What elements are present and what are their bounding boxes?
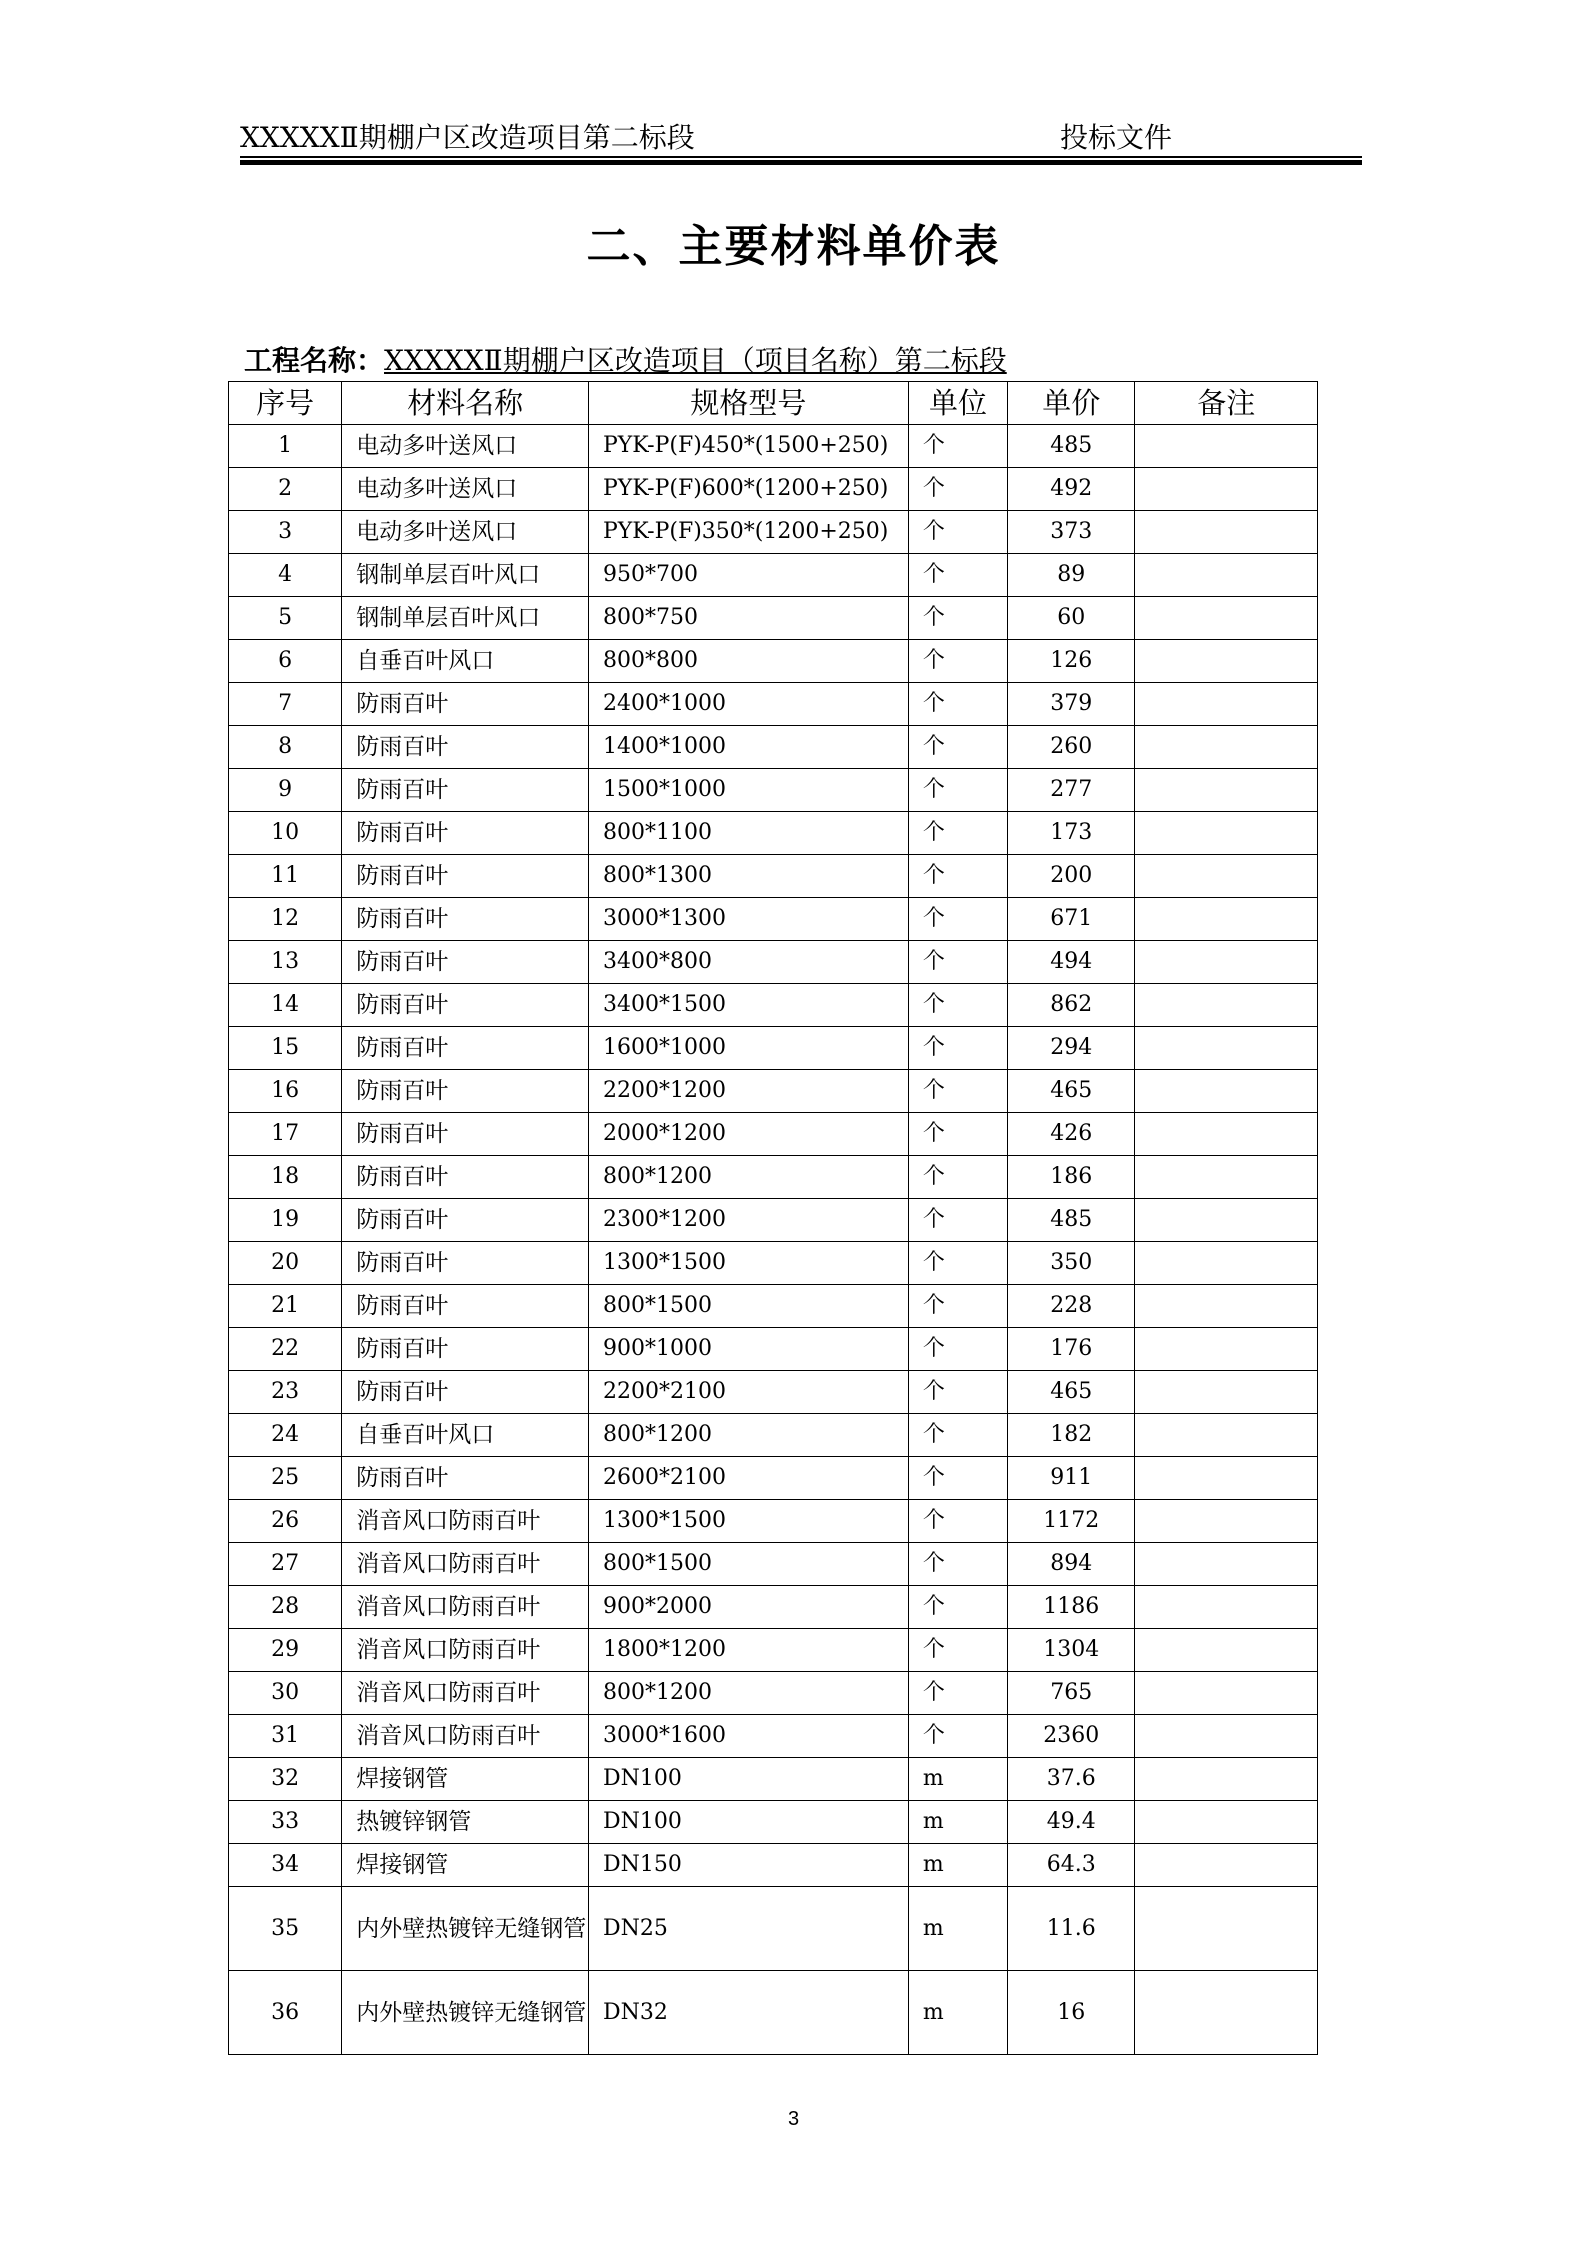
cell-price: 89 <box>1008 554 1135 597</box>
cell-price: 277 <box>1008 769 1135 812</box>
cell-material-name: 电动多叶送风口 <box>342 511 589 554</box>
page-header <box>240 112 1360 152</box>
cell-material-name: 消音风口防雨百叶 <box>342 1543 589 1586</box>
cell-note <box>1135 1285 1318 1328</box>
cell-price: 1172 <box>1008 1500 1135 1543</box>
header-rule-thin <box>240 156 1362 158</box>
cell-spec: 800*1100 <box>588 812 908 855</box>
cell-unit: 个 <box>908 640 1007 683</box>
cell-price: 379 <box>1008 683 1135 726</box>
cell-no: 17 <box>229 1113 342 1156</box>
cell-material-name: 防雨百叶 <box>342 1156 589 1199</box>
table-row <box>229 1414 1318 1457</box>
cell-note <box>1135 683 1318 726</box>
cell-material-name: 防雨百叶 <box>342 1457 589 1500</box>
cell-unit: 个 <box>908 1629 1007 1672</box>
cell-spec: 3400*800 <box>588 941 908 984</box>
cell-no: 16 <box>229 1070 342 1113</box>
table-header-row <box>229 382 1318 425</box>
table-row <box>229 984 1318 1027</box>
cell-unit: 个 <box>908 1371 1007 1414</box>
cell-no: 32 <box>229 1758 342 1801</box>
cell-spec: 2300*1200 <box>588 1199 908 1242</box>
cell-material-name: 钢制单层百叶风口 <box>342 554 589 597</box>
cell-no: 2 <box>229 468 342 511</box>
cell-spec: 800*1500 <box>588 1285 908 1328</box>
cell-note <box>1135 1500 1318 1543</box>
cell-unit: 个 <box>908 1199 1007 1242</box>
table-row <box>229 1027 1318 1070</box>
project-name-line <box>244 339 1007 379</box>
table-row <box>229 1371 1318 1414</box>
cell-no: 13 <box>229 941 342 984</box>
cell-spec: 1600*1000 <box>588 1027 908 1070</box>
cell-unit: 个 <box>908 1543 1007 1586</box>
cell-material-name: 防雨百叶 <box>342 1242 589 1285</box>
cell-unit: 个 <box>908 812 1007 855</box>
cell-unit: m <box>908 1887 1007 1971</box>
cell-material-name: 防雨百叶 <box>342 726 589 769</box>
cell-unit: 个 <box>908 1242 1007 1285</box>
cell-material-name: 电动多叶送风口 <box>342 425 589 468</box>
cell-spec: 1800*1200 <box>588 1629 908 1672</box>
table-row <box>229 1242 1318 1285</box>
cell-no: 36 <box>229 1971 342 2055</box>
cell-material-name: 防雨百叶 <box>342 812 589 855</box>
table-row <box>229 640 1318 683</box>
cell-no: 10 <box>229 812 342 855</box>
cell-unit: 个 <box>908 941 1007 984</box>
cell-unit: 个 <box>908 1027 1007 1070</box>
cell-no: 34 <box>229 1844 342 1887</box>
cell-spec: 1300*1500 <box>588 1500 908 1543</box>
cell-spec: PYK-P(F)450*(1500+250) <box>588 425 908 468</box>
cell-no: 25 <box>229 1457 342 1500</box>
cell-no: 5 <box>229 597 342 640</box>
cell-unit: 个 <box>908 1070 1007 1113</box>
header-rule-thick <box>240 160 1362 165</box>
table-row <box>229 683 1318 726</box>
table-row <box>229 769 1318 812</box>
cell-note <box>1135 1414 1318 1457</box>
cell-no: 23 <box>229 1371 342 1414</box>
cell-unit: 个 <box>908 726 1007 769</box>
cell-material-name: 热镀锌钢管 <box>342 1801 589 1844</box>
table-row <box>229 726 1318 769</box>
table-row <box>229 1887 1318 1971</box>
cell-unit: 个 <box>908 1500 1007 1543</box>
cell-unit: 个 <box>908 1672 1007 1715</box>
cell-spec: DN100 <box>588 1758 908 1801</box>
header-price: 单价 <box>1008 382 1135 425</box>
cell-price: 294 <box>1008 1027 1135 1070</box>
cell-spec: 3000*1300 <box>588 898 908 941</box>
cell-no: 9 <box>229 769 342 812</box>
cell-spec: 2200*1200 <box>588 1070 908 1113</box>
cell-no: 3 <box>229 511 342 554</box>
header-spec: 规格型号 <box>588 382 908 425</box>
cell-spec: PYK-P(F)600*(1200+250) <box>588 468 908 511</box>
cell-unit: 个 <box>908 855 1007 898</box>
cell-no: 31 <box>229 1715 342 1758</box>
cell-unit: 个 <box>908 1156 1007 1199</box>
page-number: 3 <box>787 2108 800 2130</box>
cell-note <box>1135 1457 1318 1500</box>
cell-price: 894 <box>1008 1543 1135 1586</box>
cell-material-name: 防雨百叶 <box>342 984 589 1027</box>
project-value: XXXXXⅡ期棚户区改造项目（项目名称）第二标段 <box>384 344 1007 377</box>
cell-price: 1304 <box>1008 1629 1135 1672</box>
cell-note <box>1135 1070 1318 1113</box>
cell-price: 1186 <box>1008 1586 1135 1629</box>
cell-spec: 1500*1000 <box>588 769 908 812</box>
table-row <box>229 1156 1318 1199</box>
cell-unit: 个 <box>908 1586 1007 1629</box>
cell-spec: 2200*2100 <box>588 1371 908 1414</box>
cell-no: 29 <box>229 1629 342 1672</box>
cell-material-name: 防雨百叶 <box>342 1199 589 1242</box>
table-row <box>229 1844 1318 1887</box>
cell-spec: 900*1000 <box>588 1328 908 1371</box>
cell-no: 22 <box>229 1328 342 1371</box>
table-row <box>229 1500 1318 1543</box>
cell-price: 373 <box>1008 511 1135 554</box>
cell-note <box>1135 597 1318 640</box>
cell-note <box>1135 812 1318 855</box>
cell-material-name: 钢制单层百叶风口 <box>342 597 589 640</box>
header-project-name: XXXXXⅡ期棚户区改造项目第二标段 <box>240 121 695 154</box>
cell-note <box>1135 1715 1318 1758</box>
cell-price: 465 <box>1008 1371 1135 1414</box>
cell-price: 37.6 <box>1008 1758 1135 1801</box>
cell-price: 911 <box>1008 1457 1135 1500</box>
cell-material-name: 消音风口防雨百叶 <box>342 1715 589 1758</box>
cell-spec: DN150 <box>588 1844 908 1887</box>
header-no: 序号 <box>229 382 342 425</box>
cell-spec: DN100 <box>588 1801 908 1844</box>
cell-note <box>1135 425 1318 468</box>
cell-unit: 个 <box>908 769 1007 812</box>
cell-no: 12 <box>229 898 342 941</box>
table-row <box>229 468 1318 511</box>
cell-unit: 个 <box>908 1113 1007 1156</box>
cell-price: 60 <box>1008 597 1135 640</box>
cell-spec: 800*800 <box>588 640 908 683</box>
cell-no: 28 <box>229 1586 342 1629</box>
cell-unit: 个 <box>908 898 1007 941</box>
cell-price: 765 <box>1008 1672 1135 1715</box>
cell-note <box>1135 468 1318 511</box>
cell-price: 485 <box>1008 1199 1135 1242</box>
cell-price: 492 <box>1008 468 1135 511</box>
cell-note <box>1135 1801 1318 1844</box>
cell-price: 260 <box>1008 726 1135 769</box>
cell-no: 20 <box>229 1242 342 1285</box>
cell-unit: 个 <box>908 425 1007 468</box>
cell-material-name: 防雨百叶 <box>342 1285 589 1328</box>
cell-unit: 个 <box>908 1457 1007 1500</box>
cell-unit: 个 <box>908 1285 1007 1328</box>
cell-material-name: 内外壁热镀锌无缝钢管 <box>342 1887 589 1971</box>
cell-no: 6 <box>229 640 342 683</box>
cell-material-name: 防雨百叶 <box>342 683 589 726</box>
cell-no: 30 <box>229 1672 342 1715</box>
cell-note <box>1135 1199 1318 1242</box>
cell-unit: 个 <box>908 468 1007 511</box>
cell-note <box>1135 1156 1318 1199</box>
table-row <box>229 1199 1318 1242</box>
cell-unit: 个 <box>908 683 1007 726</box>
cell-spec: 2600*2100 <box>588 1457 908 1500</box>
cell-spec: 900*2000 <box>588 1586 908 1629</box>
table-body <box>229 425 1318 2055</box>
cell-price: 186 <box>1008 1156 1135 1199</box>
cell-material-name: 消音风口防雨百叶 <box>342 1500 589 1543</box>
cell-unit: m <box>908 1971 1007 2055</box>
cell-material-name: 防雨百叶 <box>342 1113 589 1156</box>
project-label: 工程名称： <box>244 344 385 377</box>
table-row <box>229 1672 1318 1715</box>
cell-price: 485 <box>1008 425 1135 468</box>
cell-note <box>1135 769 1318 812</box>
cell-material-name: 防雨百叶 <box>342 1371 589 1414</box>
table-row <box>229 1070 1318 1113</box>
cell-material-name: 防雨百叶 <box>342 941 589 984</box>
cell-no: 18 <box>229 1156 342 1199</box>
cell-price: 2360 <box>1008 1715 1135 1758</box>
cell-spec: 1400*1000 <box>588 726 908 769</box>
cell-no: 35 <box>229 1887 342 1971</box>
table-row <box>229 511 1318 554</box>
cell-spec: DN25 <box>588 1887 908 1971</box>
cell-price: 49.4 <box>1008 1801 1135 1844</box>
material-price-table <box>228 381 1318 2055</box>
cell-note <box>1135 1371 1318 1414</box>
cell-unit: 个 <box>908 1328 1007 1371</box>
table-row <box>229 1457 1318 1500</box>
cell-note <box>1135 1629 1318 1672</box>
cell-material-name: 焊接钢管 <box>342 1758 589 1801</box>
header-doc-type: 投标文件 <box>1060 121 1173 154</box>
cell-note <box>1135 984 1318 1027</box>
cell-spec: DN32 <box>588 1971 908 2055</box>
cell-price: 200 <box>1008 855 1135 898</box>
cell-unit: 个 <box>908 554 1007 597</box>
cell-unit: m <box>908 1844 1007 1887</box>
cell-spec: 3400*1500 <box>588 984 908 1027</box>
cell-price: 465 <box>1008 1070 1135 1113</box>
header-note: 备注 <box>1135 382 1318 425</box>
cell-no: 33 <box>229 1801 342 1844</box>
table-row <box>229 554 1318 597</box>
header-unit: 单位 <box>908 382 1007 425</box>
cell-note <box>1135 941 1318 984</box>
cell-spec: 2000*1200 <box>588 1113 908 1156</box>
cell-price: 64.3 <box>1008 1844 1135 1887</box>
cell-note <box>1135 1971 1318 2055</box>
cell-note <box>1135 1887 1318 1971</box>
header-material-name: 材料名称 <box>342 382 589 425</box>
cell-note <box>1135 1242 1318 1285</box>
cell-material-name: 防雨百叶 <box>342 855 589 898</box>
cell-material-name: 焊接钢管 <box>342 1844 589 1887</box>
cell-unit: 个 <box>908 1414 1007 1457</box>
table-row <box>229 1285 1318 1328</box>
cell-material-name: 防雨百叶 <box>342 1070 589 1113</box>
cell-unit: 个 <box>908 511 1007 554</box>
cell-material-name: 内外壁热镀锌无缝钢管 <box>342 1971 589 2055</box>
table-row <box>229 1113 1318 1156</box>
cell-price: 173 <box>1008 812 1135 855</box>
table-row <box>229 1328 1318 1371</box>
cell-note <box>1135 898 1318 941</box>
cell-no: 11 <box>229 855 342 898</box>
cell-price: 228 <box>1008 1285 1135 1328</box>
cell-spec: 800*1300 <box>588 855 908 898</box>
cell-note <box>1135 511 1318 554</box>
table-row <box>229 812 1318 855</box>
cell-material-name: 防雨百叶 <box>342 1328 589 1371</box>
cell-spec: 3000*1600 <box>588 1715 908 1758</box>
cell-spec: 2400*1000 <box>588 683 908 726</box>
cell-no: 26 <box>229 1500 342 1543</box>
cell-price: 176 <box>1008 1328 1135 1371</box>
table-row <box>229 855 1318 898</box>
table-row <box>229 1715 1318 1758</box>
cell-unit: m <box>908 1801 1007 1844</box>
cell-note <box>1135 1844 1318 1887</box>
table-row <box>229 941 1318 984</box>
cell-material-name: 电动多叶送风口 <box>342 468 589 511</box>
cell-price: 426 <box>1008 1113 1135 1156</box>
cell-spec: 800*1200 <box>588 1156 908 1199</box>
cell-unit: 个 <box>908 984 1007 1027</box>
cell-material-name: 自垂百叶风口 <box>342 640 589 683</box>
cell-material-name: 防雨百叶 <box>342 1027 589 1070</box>
cell-note <box>1135 1758 1318 1801</box>
cell-no: 14 <box>229 984 342 1027</box>
cell-price: 350 <box>1008 1242 1135 1285</box>
cell-material-name: 消音风口防雨百叶 <box>342 1586 589 1629</box>
cell-unit: 个 <box>908 1715 1007 1758</box>
cell-note <box>1135 855 1318 898</box>
cell-price: 671 <box>1008 898 1135 941</box>
cell-note <box>1135 726 1318 769</box>
cell-no: 24 <box>229 1414 342 1457</box>
cell-price: 16 <box>1008 1971 1135 2055</box>
page-title: 二、主要材料单价表 <box>586 221 1001 272</box>
cell-no: 1 <box>229 425 342 468</box>
cell-spec: 800*1200 <box>588 1414 908 1457</box>
table-row <box>229 1543 1318 1586</box>
cell-price: 494 <box>1008 941 1135 984</box>
cell-price: 11.6 <box>1008 1887 1135 1971</box>
cell-note <box>1135 1543 1318 1586</box>
cell-unit: 个 <box>908 597 1007 640</box>
cell-spec: PYK-P(F)350*(1200+250) <box>588 511 908 554</box>
cell-spec: 1300*1500 <box>588 1242 908 1285</box>
cell-spec: 950*700 <box>588 554 908 597</box>
cell-note <box>1135 1328 1318 1371</box>
cell-material-name: 防雨百叶 <box>342 769 589 812</box>
cell-spec: 800*1500 <box>588 1543 908 1586</box>
table-row <box>229 425 1318 468</box>
cell-material-name: 消音风口防雨百叶 <box>342 1672 589 1715</box>
cell-note <box>1135 1672 1318 1715</box>
cell-material-name: 自垂百叶风口 <box>342 1414 589 1457</box>
cell-note <box>1135 554 1318 597</box>
table-row <box>229 1586 1318 1629</box>
cell-no: 15 <box>229 1027 342 1070</box>
cell-spec: 800*750 <box>588 597 908 640</box>
table-row <box>229 597 1318 640</box>
cell-price: 126 <box>1008 640 1135 683</box>
cell-spec: 800*1200 <box>588 1672 908 1715</box>
cell-price: 182 <box>1008 1414 1135 1457</box>
table-row <box>229 898 1318 941</box>
cell-no: 27 <box>229 1543 342 1586</box>
cell-note <box>1135 1586 1318 1629</box>
cell-note <box>1135 1027 1318 1070</box>
cell-material-name: 消音风口防雨百叶 <box>342 1629 589 1672</box>
cell-no: 19 <box>229 1199 342 1242</box>
cell-no: 7 <box>229 683 342 726</box>
table-row <box>229 1801 1318 1844</box>
cell-price: 862 <box>1008 984 1135 1027</box>
cell-note <box>1135 1113 1318 1156</box>
table-row <box>229 1629 1318 1672</box>
cell-note <box>1135 640 1318 683</box>
cell-material-name: 防雨百叶 <box>342 898 589 941</box>
cell-unit: m <box>908 1758 1007 1801</box>
cell-no: 4 <box>229 554 342 597</box>
cell-no: 21 <box>229 1285 342 1328</box>
table-row <box>229 1758 1318 1801</box>
cell-no: 8 <box>229 726 342 769</box>
table-row <box>229 1971 1318 2055</box>
